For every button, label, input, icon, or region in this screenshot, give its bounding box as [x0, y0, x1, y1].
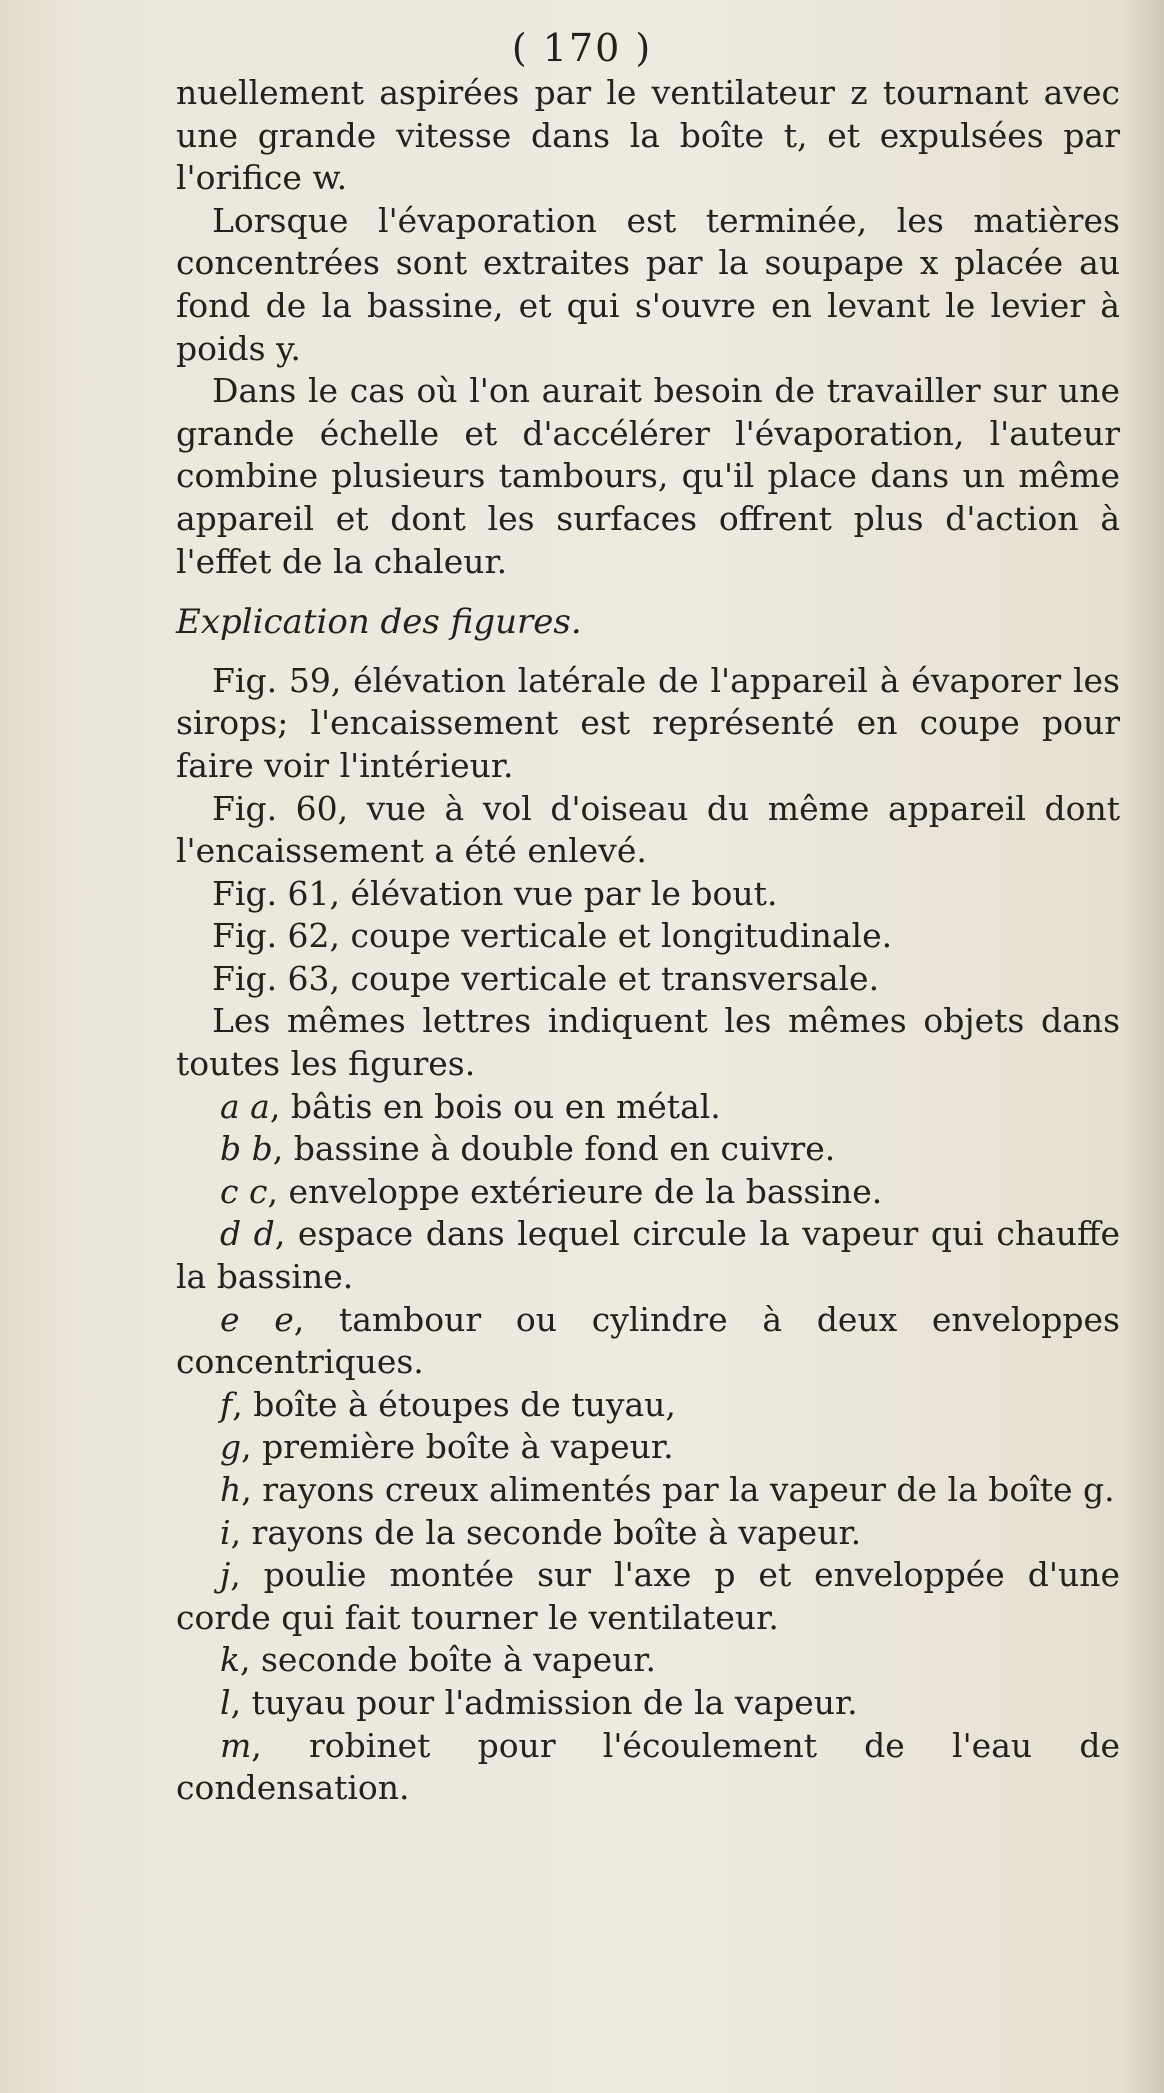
legend-text: , robinet pour l'écoulement de l'eau de condensation. — [176, 1725, 1120, 1808]
legend-item-f — [176, 1384, 1120, 1427]
figure-caption-62: Fig. 62, coupe verticale et longitudinale. — [212, 916, 893, 956]
legend-text: , bassine à double fond en cuivre. — [272, 1129, 836, 1169]
legend-text: , première boîte à vapeur. — [241, 1427, 674, 1467]
legend-key: j — [220, 1555, 231, 1595]
legend-key: m — [220, 1725, 252, 1765]
legend-item-m — [176, 1725, 1120, 1810]
legend-key: f — [220, 1384, 233, 1424]
figure-caption-61: Fig. 61, élévation vue par le bout. — [212, 873, 778, 913]
legend-item-h — [176, 1469, 1120, 1512]
legend-item-j — [176, 1554, 1120, 1639]
page-number: ( 170 ) — [511, 26, 653, 70]
legend-key: h — [220, 1470, 242, 1509]
legend-key: g — [220, 1427, 242, 1467]
page-body — [176, 72, 1120, 1810]
legend-text: , seconde boîte à vapeur. — [240, 1640, 657, 1680]
legend-key: e e — [220, 1299, 294, 1339]
legend-key: i — [220, 1512, 231, 1552]
legend-text: , boîte à étoupes de tuyau, — [232, 1384, 676, 1424]
legend-note: Les mêmes lettres indiquent les mêmes objets dans toutes les figures. — [176, 1001, 1120, 1084]
legend-item-dd — [176, 1213, 1120, 1298]
legend-key: c c — [220, 1171, 268, 1211]
legend-item-bb — [176, 1128, 1120, 1171]
legend-item-cc — [176, 1171, 1120, 1214]
legend-text: , bâtis en bois ou en métal. — [269, 1086, 721, 1126]
legend-item-aa — [176, 1086, 1120, 1129]
paragraph-evaporation-end: Lorsque l'évaporation est terminée, les matières concentrées sont extraites par la soupape x placée au fond de la bassine, et qui s'ouvre en levant le levier à poids y. — [176, 200, 1120, 368]
legend-key: a a — [220, 1086, 270, 1126]
legend-key: b b — [220, 1129, 273, 1169]
paragraph-continuation: nuellement aspirées par le ventilateur z tournant avec une grande vitesse dans la boîte t, et expulsées par l'orifice w. — [176, 73, 1120, 198]
figure-caption-63: Fig. 63, coupe verticale et transversale. — [212, 958, 880, 998]
legend-text: , espace dans lequel circule la vapeur qui chauffe la bassine. — [176, 1214, 1120, 1297]
paragraph-large-scale: Dans le cas où l'on aurait besoin de travailler sur une grande échelle et d'accélérer l'évaporation, l'auteur combine plusieurs tambours, qu'il place dans un même appareil et dont les surfaces offrent plus d'action à l'effet de la chaleur. — [176, 371, 1120, 581]
section-heading: Explication des figures. — [176, 602, 582, 643]
legend-item-i — [176, 1512, 1120, 1555]
legend-text: , enveloppe extérieure de la bassine. — [267, 1171, 883, 1211]
legend-text: , rayons de la seconde boîte à vapeur. — [230, 1512, 862, 1552]
legend-text: , rayons creux alimentés par la vapeur de la boîte g. — [241, 1470, 1115, 1509]
legend-item-l — [176, 1682, 1120, 1725]
legend-key: l — [220, 1682, 231, 1722]
legend-key: k — [220, 1640, 240, 1680]
legend-item-k — [176, 1639, 1120, 1682]
legend-text: , tuyau pour l'admission de la vapeur. — [230, 1682, 858, 1722]
legend-text: , tambour ou cylindre à deux enveloppes concentriques. — [176, 1299, 1120, 1382]
legend-item-g — [176, 1426, 1120, 1469]
legend-key: d d — [220, 1214, 275, 1254]
figure-caption-59: Fig. 59, élévation latérale de l'appareil à évaporer les sirops; l'encaissement est représenté en coupe pour faire voir l'intérieur. — [176, 660, 1120, 785]
legend-text: , poulie montée sur l'axe p et enveloppée d'une corde qui fait tourner le ventilateur. — [176, 1555, 1120, 1637]
legend-item-ee — [176, 1299, 1120, 1384]
figure-caption-60: Fig. 60, vue à vol d'oiseau du même appareil dont l'encaissement a été enlevé. — [176, 788, 1120, 871]
